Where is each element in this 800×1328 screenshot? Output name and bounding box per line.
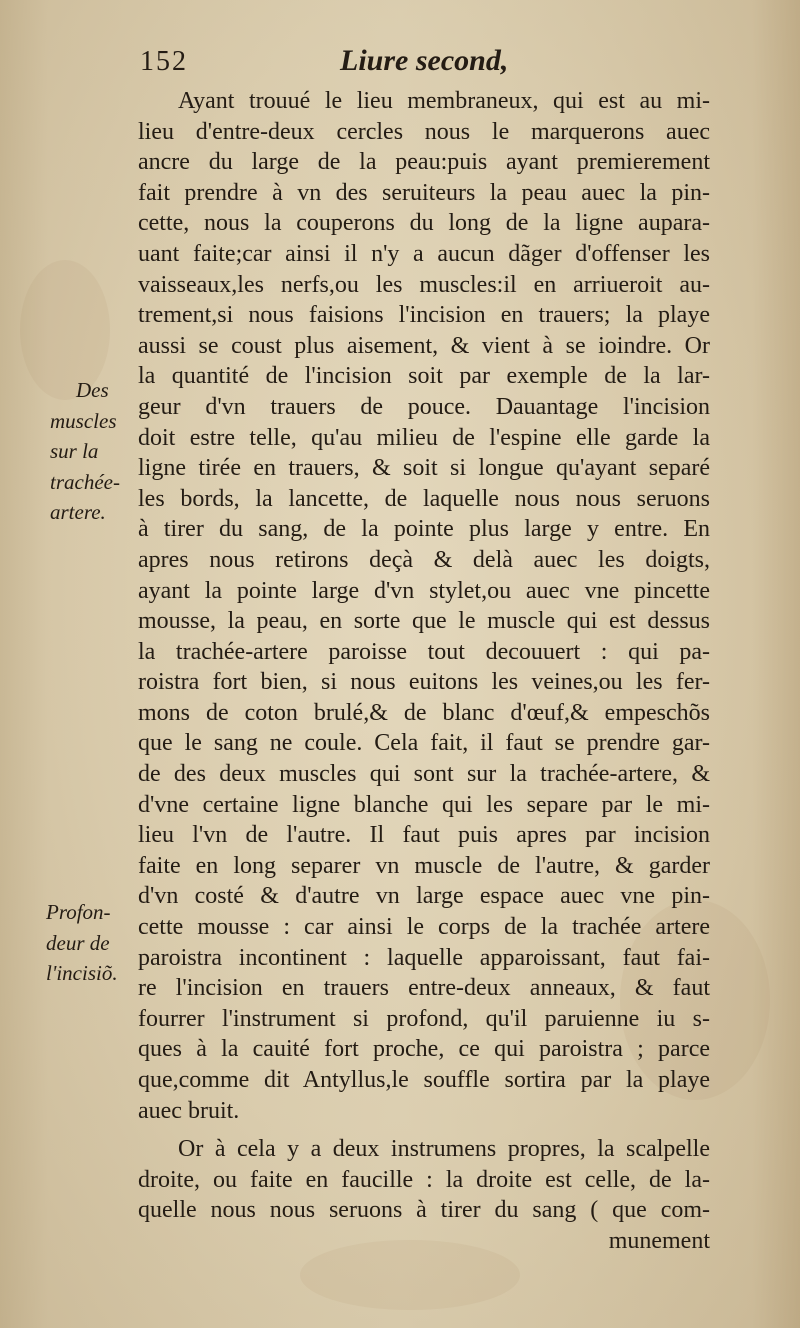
text-line: mousse, la peau, en sorte que le muscle qui est dessus — [138, 608, 710, 635]
text-line: quelle nous nous seruons à tirer du sang ( que com- — [138, 1197, 710, 1224]
text-line: trement,si nous faisions l'incision en trauers; la playe — [138, 302, 710, 329]
text-line: ancre du large de la peau:puis ayant premierement — [138, 149, 710, 176]
margin-note: Profon- deur de l'incisiõ. — [46, 900, 118, 986]
text-line: re l'incision en trauers entre-deux anneaux, & faut — [138, 975, 710, 1002]
text-line: la trachée-artere paroisse tout decouuert : qui pa- — [138, 638, 710, 665]
text-line: d'vn costé & d'autre vn large espace auec vne pin- — [138, 883, 710, 910]
text-line: Or à cela y a deux instrumens propres, la scalpelle — [178, 1136, 710, 1163]
text-line: lieu d'entre-deux cercles nous le marquerons auec — [138, 118, 710, 145]
text-line: droite, ou faite en faucille : la droite est celle, de la- — [138, 1166, 710, 1193]
page-number: 152 — [140, 46, 188, 77]
text-line: cette, nous la couperons du long de la ligne aupara- — [138, 210, 710, 237]
text-line: cette mousse : car ainsi le corps de la trachée artere — [138, 914, 710, 941]
running-title: Liure second, — [340, 44, 509, 77]
margin-note: Des muscles sur la trachée- artere. — [50, 378, 120, 525]
text-line: vaisseaux,les nerfs,ou les muscles:il en arriueroit au- — [138, 271, 710, 298]
text-line: d'vne certaine ligne blanche qui les separe par le mi- — [138, 791, 710, 818]
text-line: à tirer du sang, de la pointe plus large y entre. En — [138, 516, 710, 543]
text-line: apres nous retirons deçà & delà auec les doigts, — [138, 546, 710, 573]
text-line: auec bruit. — [138, 1097, 240, 1124]
text-line: paroistra incontinent : laquelle apparoissant, faut fai- — [138, 944, 710, 971]
text-line: lieu l'vn de l'autre. Il faut puis apres par incision — [138, 822, 710, 849]
text-line: ligne tirée en trauers, & soit si longue qu'ayant separé — [138, 455, 710, 482]
text-line: faite en long separer vn muscle de l'autre, & garder — [138, 852, 710, 879]
body-text — [138, 86, 710, 1257]
text-line: ayant la pointe large d'vn stylet,ou auec vne pincette — [138, 577, 710, 604]
catchword: munement — [608, 1227, 710, 1254]
text-line: les bords, la lancette, de laquelle nous nous seruons — [138, 485, 710, 512]
text-line: doit estre telle, qu'au milieu de l'espine elle garde la — [138, 424, 710, 451]
text-line: ques à la cauité fort proche, ce qui paroistra ; parce — [138, 1036, 710, 1063]
text-line: fait prendre à vn des seruiteurs la peau auec la pin- — [138, 179, 710, 206]
text-line: Ayant trouué le lieu membraneux, qui est au mi- — [178, 88, 710, 114]
text-line: la quantité de l'incision soit par exemple de la lar- — [138, 363, 710, 390]
text-line: geur d'vn trauers de pouce. Dauantage l'incision — [138, 393, 710, 420]
text-line: roistra fort bien, si nous euitons les veines,ou les fer- — [138, 669, 710, 696]
text-line: aussi se coust plus aisement, & vient à se ioindre. Or — [138, 332, 710, 359]
text-line: que,comme dit Antyllus,le souffle sortira par la playe — [138, 1067, 710, 1093]
text-line: mons de coton brulé,& de blanc d'œuf,& empeschõs — [138, 699, 710, 726]
text-line: que le sang ne coule. Cela fait, il faut se prendre gar- — [138, 730, 710, 757]
text-line: fourrer l'instrument si profond, qu'il paruienne iu s- — [138, 1005, 710, 1032]
text-line: de des deux muscles qui sont sur la trachée-artere, & — [138, 761, 710, 788]
text-line: uant faite;car ainsi il n'y a aucun dãger d'offenser les — [138, 240, 710, 267]
page-header — [140, 44, 580, 84]
